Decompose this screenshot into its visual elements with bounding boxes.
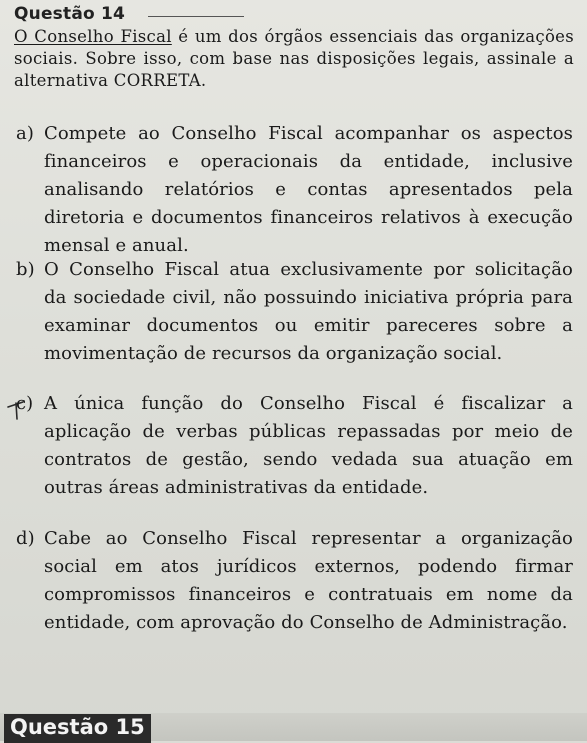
option-text: A única função do Conselho Fiscal é fiscalizar a aplicação de verbas públicas repassadas por meio de contratos de gestão, sendo vedada sua atuação em outras áreas administrativas da entidade. bbox=[44, 393, 573, 498]
option-letter: d) bbox=[16, 528, 35, 549]
option-text: Cabe ao Conselho Fiscal representar a organização social em atos jurídicos externos, podendo firmar compromissos financeiros e contratuais em nome da entidade, com aprovação do Conselho de Administração. bbox=[44, 528, 573, 633]
option-c[interactable] bbox=[16, 390, 573, 502]
option-a[interactable] bbox=[16, 120, 573, 260]
intro-underlined-subject: O Conselho Fiscal bbox=[14, 27, 172, 46]
option-letter: c) bbox=[16, 393, 34, 414]
intro-text: é um dos órgãos essenciais das organizações sociais. Sobre isso, com base nas disposições legais, assinale a alternativa CORRETA. bbox=[14, 27, 575, 90]
question-title: Questão 14 bbox=[14, 4, 126, 24]
option-text: Compete ao Conselho Fiscal acompanhar os aspectos financeiros e operacionais da entidade, inclusive analisando relatórios e contas apresentados pela diretoria e documentos financeiros relativos à execução mensal e anual. bbox=[44, 123, 573, 256]
option-d[interactable] bbox=[16, 525, 573, 637]
question-intro bbox=[14, 26, 574, 92]
option-letter: a) bbox=[16, 123, 34, 144]
title-rule bbox=[148, 16, 244, 17]
option-letter: b) bbox=[16, 259, 35, 280]
option-text: O Conselho Fiscal atua exclusivamente por solicitação da sociedade civil, não possuindo iniciativa própria para examinar documentos ou emitir pareceres sobre a movimentação de recursos da organização social. bbox=[44, 259, 573, 364]
next-question-title: Questão 15 bbox=[4, 714, 151, 743]
option-b[interactable] bbox=[16, 256, 573, 368]
